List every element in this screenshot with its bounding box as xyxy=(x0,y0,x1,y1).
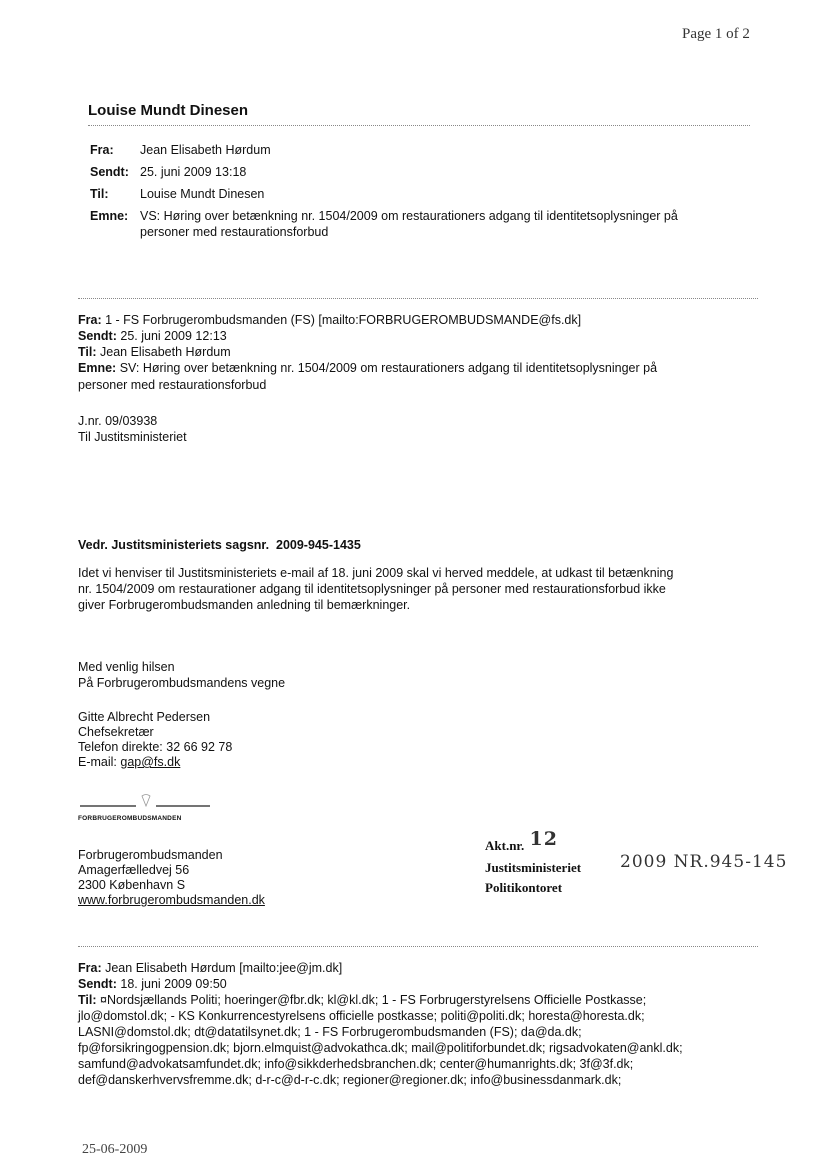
stamp-office: Politikontoret xyxy=(485,880,563,895)
page-number: Page 1 of 2 xyxy=(682,26,750,42)
logo-text: FORBRUGEROMBUDSMANDEN xyxy=(78,815,182,822)
sent-value: 25. juni 2009 13:18 xyxy=(140,165,247,179)
paragraph-line-2: nr. 1504/2009 om restaurationer adgang til identitetsoplysninger på personer med restaurationsforbud ikke xyxy=(78,582,666,596)
to-label: Til: xyxy=(90,187,109,201)
forward2-to-line-6: def@danskerhvervsfremme.dk; d-r-c@d-r-c.dk; regioner@regioner.dk; info@businessdanmark.dk; xyxy=(78,1073,622,1087)
header-from-row xyxy=(90,142,271,158)
forward2-to-line-2: jlo@domstol.dk; - KS Konkurrencestyrelsens officielle postkasse; politi@politi.dk; horesta@horesta.dk; xyxy=(78,1009,645,1023)
header-subject-row xyxy=(90,208,678,224)
forward1-sent-label: Sendt: xyxy=(78,329,117,343)
forward2-to-5 xyxy=(78,1056,633,1072)
paragraph-line-1: Idet vi henviser til Justitsministeriets e-mail af 18. juni 2009 skal vi herved meddele, at udkast til betænkning xyxy=(78,566,674,580)
forward2-sent xyxy=(78,976,227,992)
forward1-from-value: 1 - FS Forbrugerombudsmanden (FS) [mailto:FORBRUGEROMBUDSMANDE@fs.dk] xyxy=(105,313,582,327)
org-name: Forbrugerombudsmanden xyxy=(78,848,223,862)
from-label: Fra: xyxy=(90,143,114,157)
org-city: 2300 København S xyxy=(78,878,186,892)
forward2-to-line-1: ¤Nordsjællands Politi; hoeringer@fbr.dk; kl@kl.dk; 1 - FS Forbrugerstyrelsens Officielle Postkasse; xyxy=(100,993,647,1007)
forward1-divider xyxy=(78,298,758,299)
forward2-to-6 xyxy=(78,1072,621,1088)
forward1-subject-label: Emne: xyxy=(78,361,117,375)
signature-email-label: E-mail: xyxy=(78,755,121,769)
forward1-sent-value: 25. juni 2009 12:13 xyxy=(120,329,227,343)
forward1-from-label: Fra: xyxy=(78,313,102,327)
stamp-case-number: 2009 NR.945-145 xyxy=(620,852,788,872)
forward2-divider xyxy=(78,946,758,947)
forward2-to xyxy=(78,992,646,1008)
forward1-subject-line-1: SV: Høring over betænkning nr. 1504/2009 om restaurationers adgang til identitetsoplysninger på xyxy=(119,361,658,375)
signature-title: Chefsekretær xyxy=(78,725,154,739)
logo-graphic xyxy=(78,792,213,812)
forward2-to-line-5: samfund@advokatsamfundet.dk; info@sikkderhedsbranchen.dk; center@humanrights.dk; 3f@3f.dk; xyxy=(78,1057,634,1071)
forward1-sent xyxy=(78,328,227,344)
forward1-subject-2 xyxy=(78,377,266,393)
forward2-to-line-4: fp@forsikringogpension.dk; bjorn.elmquist@advokathca.dk; mail@politiforbundet.dk; rigsadvokaten@ankl.dk; xyxy=(78,1041,683,1055)
subject-line-1: VS: Høring over betænkning nr. 1504/2009 om restaurationers adgang til identitetsoplysninger på xyxy=(140,209,678,223)
forward1-to-label: Til: xyxy=(78,345,97,359)
to-value: Louise Mundt Dinesen xyxy=(140,187,265,201)
forward1-to-value: Jean Elisabeth Hørdum xyxy=(100,345,231,359)
forward2-from-value: Jean Elisabeth Hørdum [mailto:jee@jm.dk] xyxy=(105,961,343,975)
header-divider xyxy=(88,125,750,126)
to-ministry: Til Justitsministeriet xyxy=(78,430,187,444)
forward2-to-2 xyxy=(78,1008,645,1024)
footer-date: 25-06-2009 xyxy=(82,1142,148,1157)
stamp-akt-row xyxy=(485,828,558,855)
signature-phone: Telefon direkte: 32 66 92 78 xyxy=(78,740,233,754)
forward2-from xyxy=(78,960,342,976)
forward1-from xyxy=(78,312,581,328)
logo xyxy=(78,792,213,824)
header-sent-row xyxy=(90,164,246,180)
on-behalf: På Forbrugerombudsmandens vegne xyxy=(78,676,286,690)
org-website-link[interactable]: www.forbrugerombudsmanden.dk xyxy=(78,893,265,907)
header-to-row xyxy=(90,186,264,202)
from-value: Jean Elisabeth Hørdum xyxy=(140,143,271,157)
forward1-subject-line-2: personer med restaurationsforbud xyxy=(78,378,267,392)
subject-label: Emne: xyxy=(90,209,129,223)
forward2-to-3 xyxy=(78,1024,582,1040)
stamp-akt-number: 12 xyxy=(529,828,558,850)
paragraph-line-3: giver Forbrugerombudsmanden anledning til bemærkninger. xyxy=(78,598,411,612)
forward2-from-label: Fra: xyxy=(78,961,102,975)
signature-name: Gitte Albrecht Pedersen xyxy=(78,710,211,724)
forward2-to-line-3: LASNI@domstol.dk; dt@datatilsynet.dk; 1 - FS Forbrugerombudsmanden (FS); da@da.dk; xyxy=(78,1025,582,1039)
recipient-name: Louise Mundt Dinesen xyxy=(88,102,249,119)
forward1-to xyxy=(78,344,231,360)
subject-line-2: personer med restaurationsforbud xyxy=(140,225,329,239)
forward2-sent-label: Sendt: xyxy=(78,977,117,991)
stamp-ministry: Justitsministeriet xyxy=(485,860,582,875)
org-street: Amagerfælledvej 56 xyxy=(78,863,190,877)
greeting: Med venlig hilsen xyxy=(78,660,175,674)
signature-email-link[interactable]: gap@fs.dk xyxy=(120,755,181,769)
journal-number: J.nr. 09/03938 xyxy=(78,414,158,428)
forward1-subject xyxy=(78,360,657,376)
header-subject-row-2 xyxy=(140,224,328,240)
org-website-row xyxy=(78,892,265,908)
forward2-to-4 xyxy=(78,1040,683,1056)
re-heading: Vedr. Justitsministeriets sagsnr. 2009-945-1435 xyxy=(78,538,361,552)
forward2-sent-value: 18. juni 2009 09:50 xyxy=(120,977,227,991)
sent-label: Sendt: xyxy=(90,165,129,179)
stamp-akt-label: Akt.nr. xyxy=(485,838,525,853)
forward2-to-label: Til: xyxy=(78,993,97,1007)
signature-email-row xyxy=(78,754,180,770)
